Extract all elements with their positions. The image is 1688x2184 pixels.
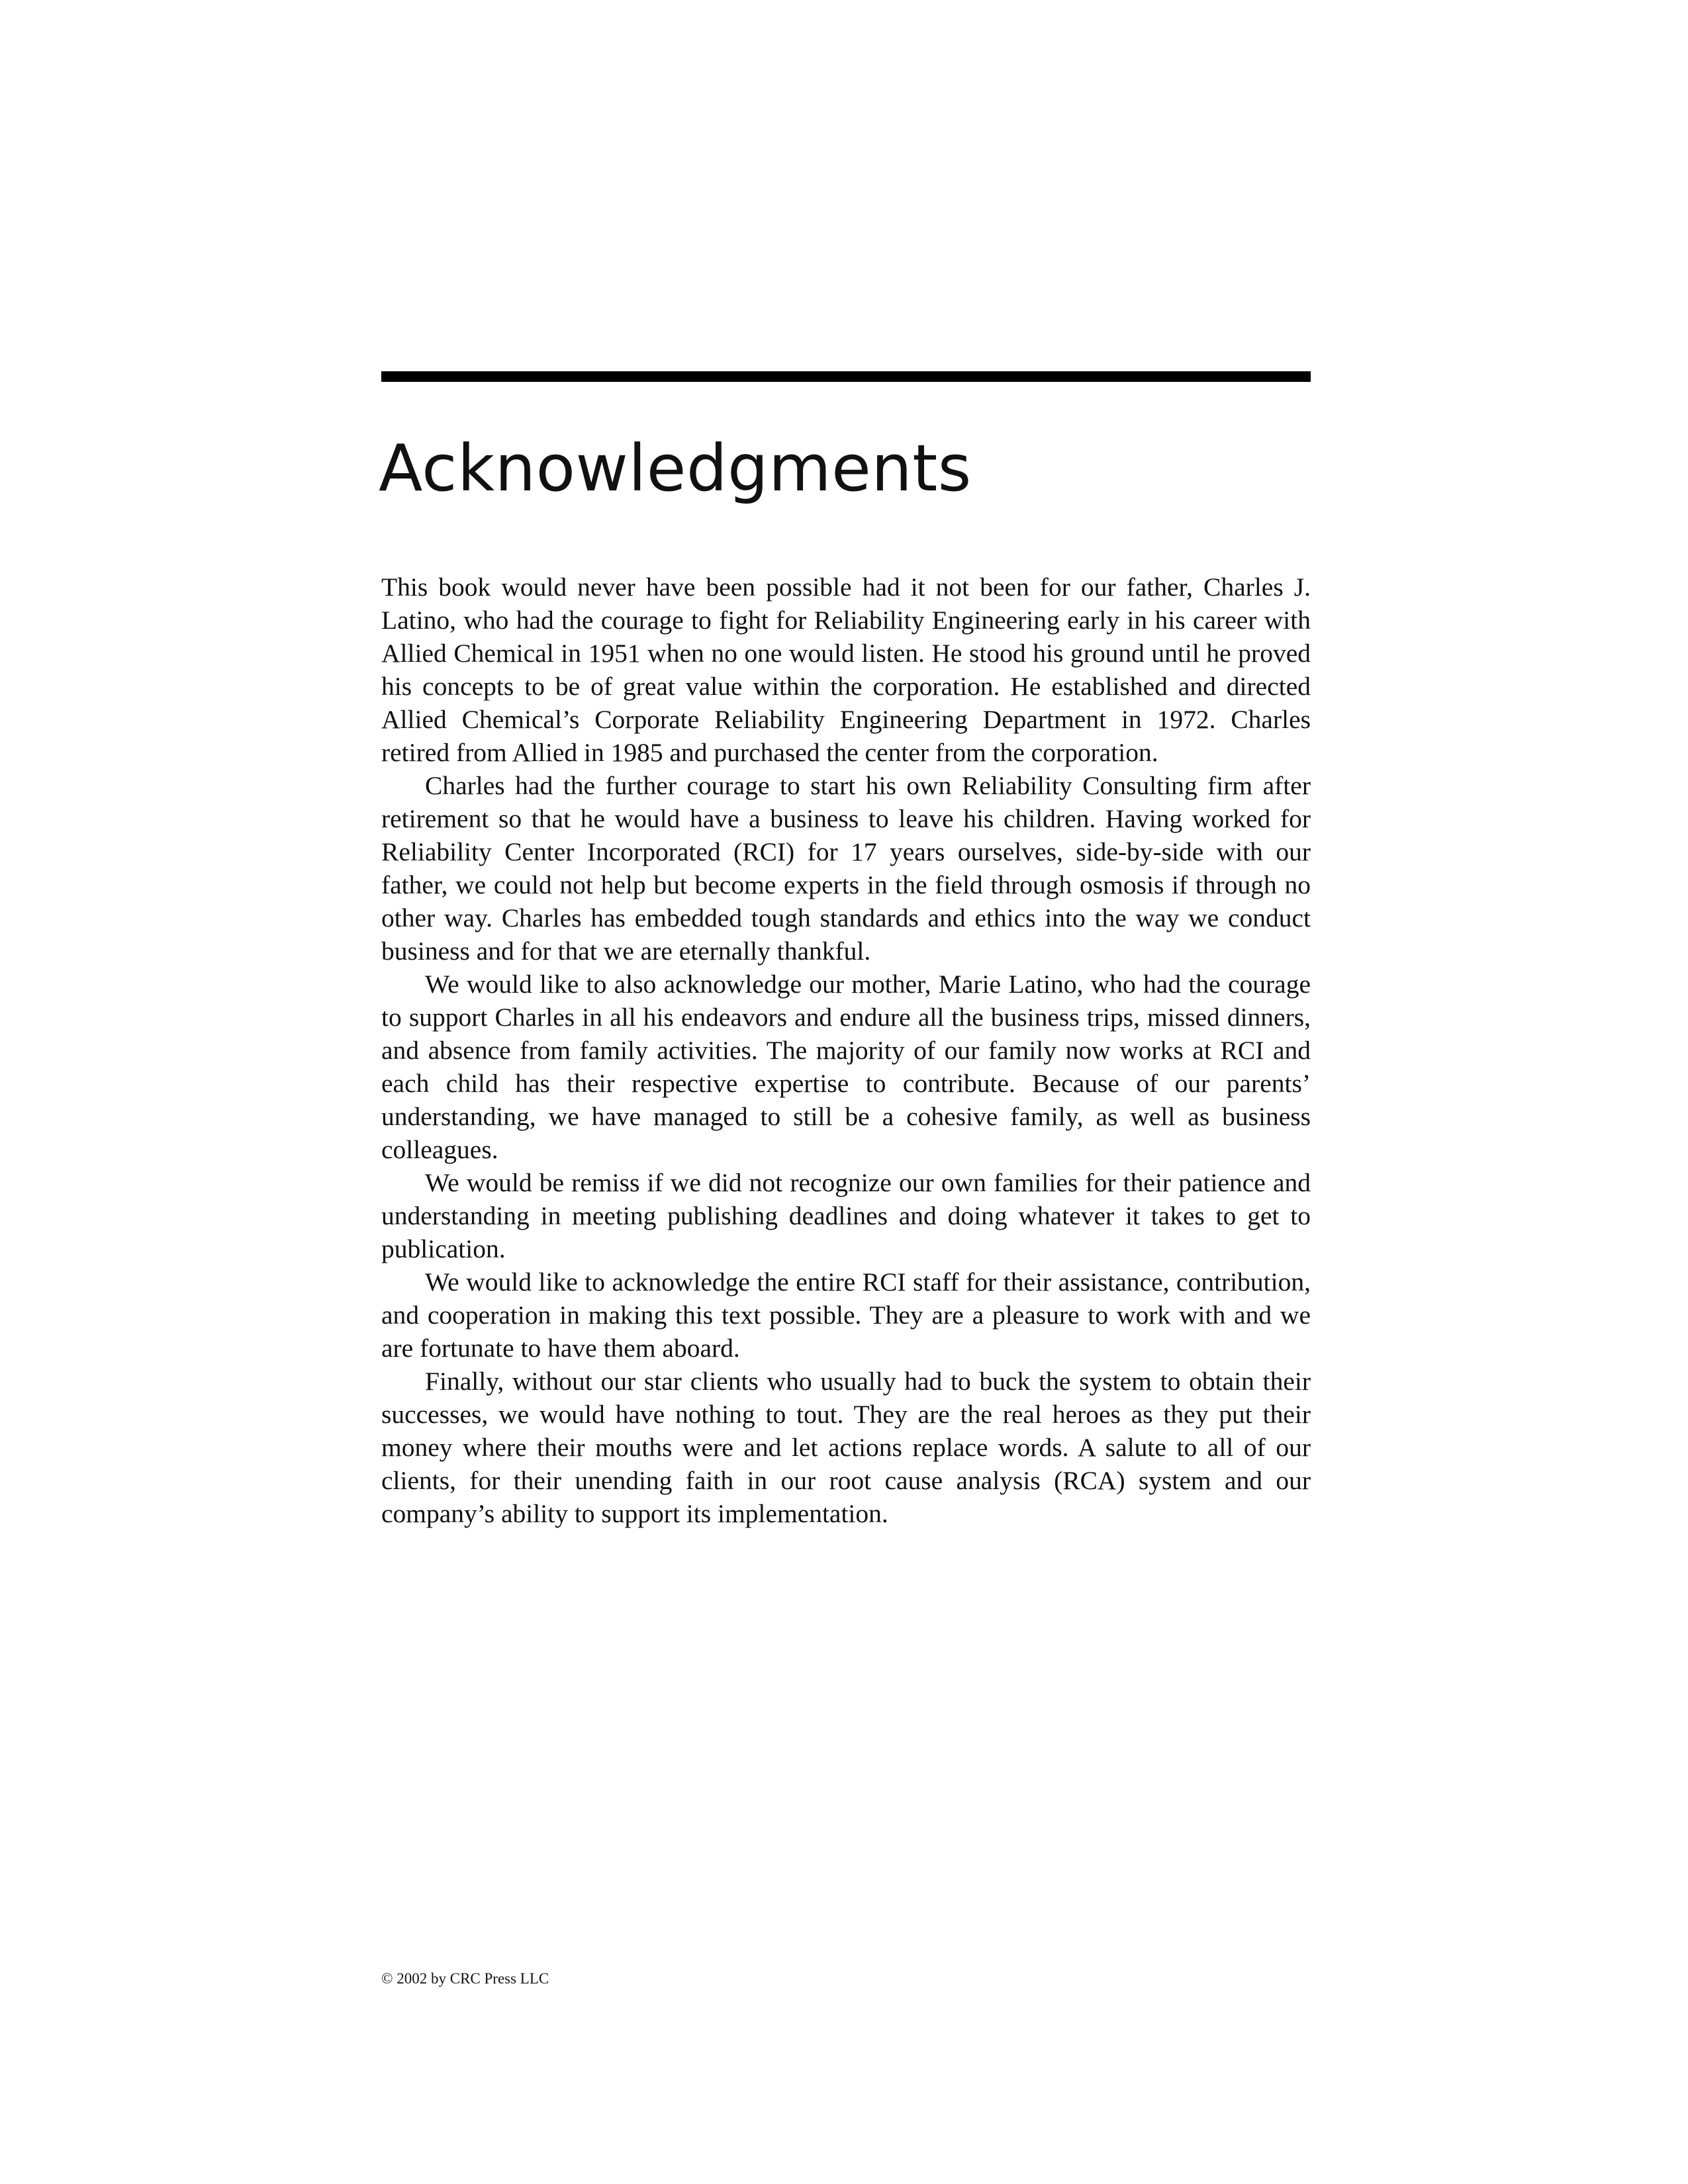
paragraph: Charles had the further courage to start his own Reliability Consulting firm after retirement so that he would have a business to leave his children. Having worked for Reliability Center Incorporated (RCI) for 17 years ourselves, side-by-side with our father, we could not help but become experts in the field through osmosis if through no other way. Charles has embedded tough standards and ethics into the way we conduct business and for that we are eternally thankful. — [381, 771, 1311, 966]
paragraph: We would like to also acknowledge our mother, Marie Latino, who had the courage to support Charles in all his endeavors and endure all the business trips, missed dinners, and absence from family activities. The majority of our family now works at RCI and each child has their respective expertise to contribute. Because of our parents’ understanding, we have managed to still be a cohesive family, as well as business colleagues. — [381, 970, 1311, 1164]
paragraph: Finally, without our star clients who usually had to buck the system to obtain their successes, we would have nothing to tout. They are the real heroes as they put their money where their mouths were and let actions replace words. A salute to all of our clients, for their unending faith in our root cause analysis (RCA) system and our company’s ability to support its implementation. — [381, 1367, 1311, 1528]
body-text — [381, 570, 1311, 1530]
copyright-footer: © 2002 by CRC Press LLC — [381, 1970, 549, 1987]
paragraph: We would be remiss if we did not recognize our own families for their patience and understanding in meeting publishing deadlines and doing whatever it takes to get to publication. — [381, 1168, 1311, 1263]
header-rule — [381, 371, 1311, 382]
paragraph: This book would never have been possible had it not been for our father, Charles J. Latino, who had the courage to fight for Reliability Engineering early in his career with Allied Chemical in 1951 when no one would listen. He stood his ground until he proved his concepts to be of great value within the corporation. He established and directed Allied Chemical’s Corporate Reliability Engineering Department in 1972. Charles retired from Allied in 1985 and purchased the center from the corporation. — [381, 572, 1311, 767]
paragraph: We would like to acknowledge the entire RCI staff for their assistance, contribution, and cooperation in making this text possible. They are a pleasure to work with and we are fortunate to have them aboard. — [381, 1267, 1311, 1363]
page-title: Acknowledgments — [379, 431, 972, 506]
